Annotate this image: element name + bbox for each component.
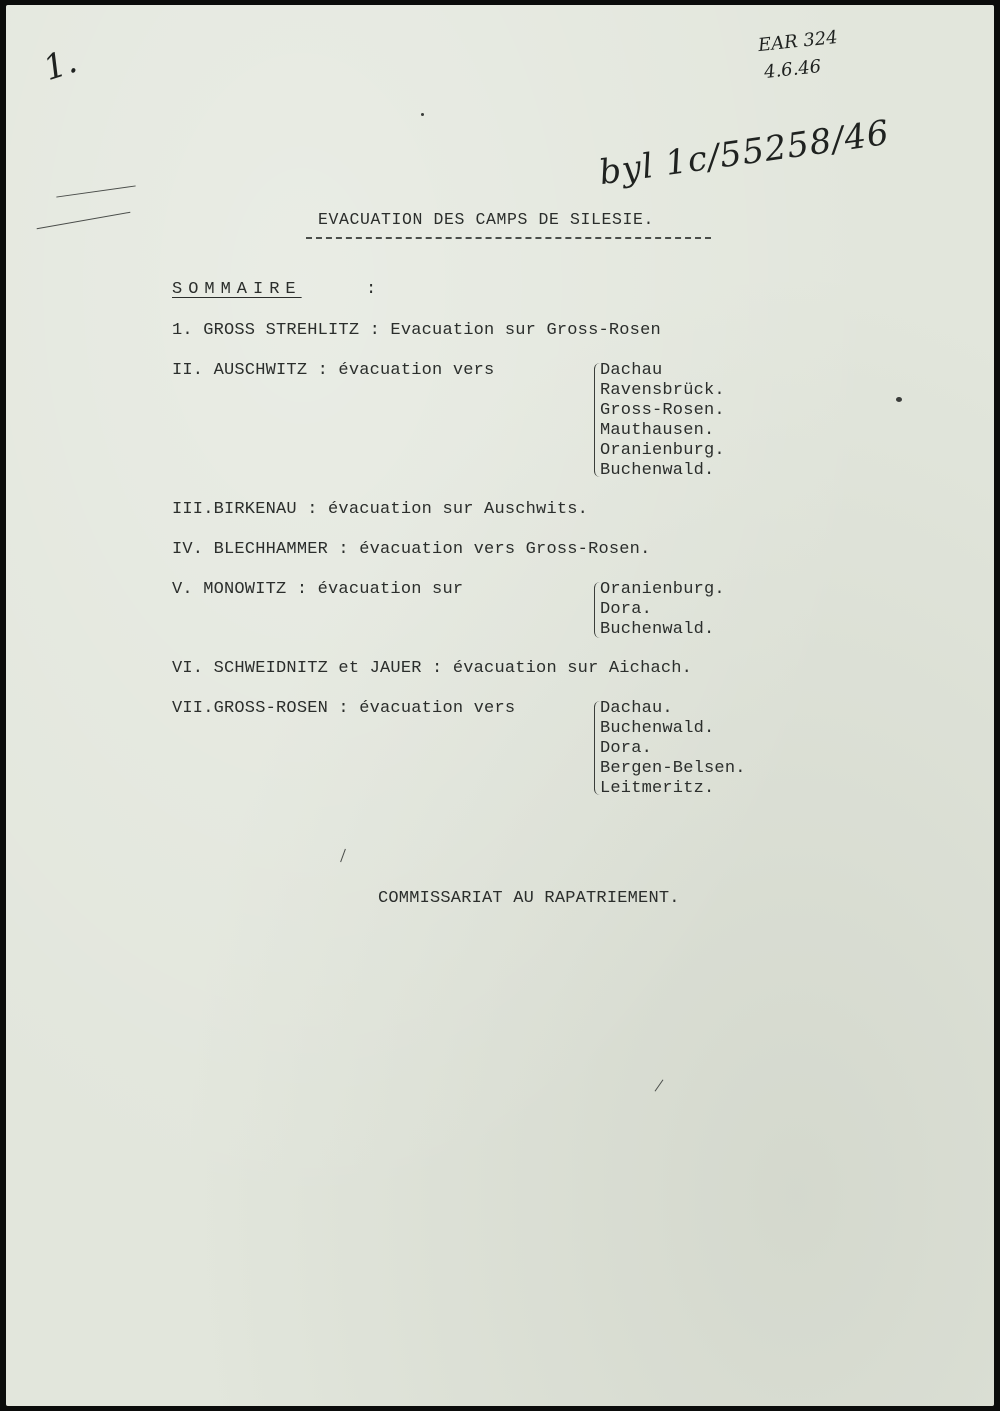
destination-item: Bergen-Belsen.	[600, 759, 746, 778]
destination-item: Ravensbrück.	[600, 381, 725, 400]
destination-item: Dachau	[600, 361, 663, 380]
destination-item: Buchenwald.	[600, 719, 715, 738]
summary-entry: VI. SCHWEIDNITZ et JAUER : évacuation sur Aichach.	[172, 659, 693, 678]
destination-item: Leitmeritz.	[600, 779, 715, 798]
title-underline	[306, 237, 711, 239]
destination-item: Mauthausen.	[600, 421, 715, 440]
summary-colon: :	[366, 280, 377, 299]
margin-number: 1.	[38, 40, 82, 90]
destination-item: Dora.	[600, 739, 653, 758]
destination-item: Oranienburg.	[600, 441, 725, 460]
summary-entry: VII.GROSS-ROSEN : évacuation vers	[172, 699, 516, 718]
archive-stamp-code: EAR 324	[757, 26, 839, 57]
destination-item: Dora.	[600, 600, 653, 619]
summary-entry: 1. GROSS STREHLITZ : Evacuation sur Gross-Rosen	[172, 321, 661, 340]
paper-mark	[340, 849, 346, 862]
archive-stamp-date: 4.6.46	[763, 56, 823, 83]
summary-entry: IV. BLECHHAMMER : évacuation vers Gross-Rosen.	[172, 540, 651, 559]
document-page	[6, 5, 994, 1406]
destination-item: Dachau.	[600, 699, 673, 718]
paper-speck	[896, 397, 902, 402]
summary-label: SOMMAIRE	[172, 280, 302, 299]
handwritten-reference: byl 1c/55258/46	[596, 112, 893, 194]
document-title: EVACUATION DES CAMPS DE SILESIE.	[318, 210, 655, 229]
issuing-office: COMMISSARIAT AU RAPATRIEMENT.	[378, 889, 680, 908]
margin-mark	[37, 212, 131, 229]
destination-item: Buchenwald.	[600, 461, 715, 480]
summary-entry: II. AUSCHWITZ : évacuation vers	[172, 361, 495, 380]
destination-list	[600, 361, 820, 481]
paper-speck	[421, 113, 424, 116]
destination-list	[600, 580, 820, 640]
destination-item: Oranienburg.	[600, 580, 725, 599]
destination-item: Buchenwald.	[600, 620, 715, 639]
destination-item: Gross-Rosen.	[600, 401, 725, 420]
destination-list	[600, 699, 820, 799]
summary-entry: III.BIRKENAU : évacuation sur Auschwits.	[172, 500, 589, 519]
summary-entry: V. MONOWITZ : évacuation sur	[172, 580, 464, 599]
paper-mark	[655, 1079, 664, 1091]
margin-mark	[56, 185, 135, 197]
